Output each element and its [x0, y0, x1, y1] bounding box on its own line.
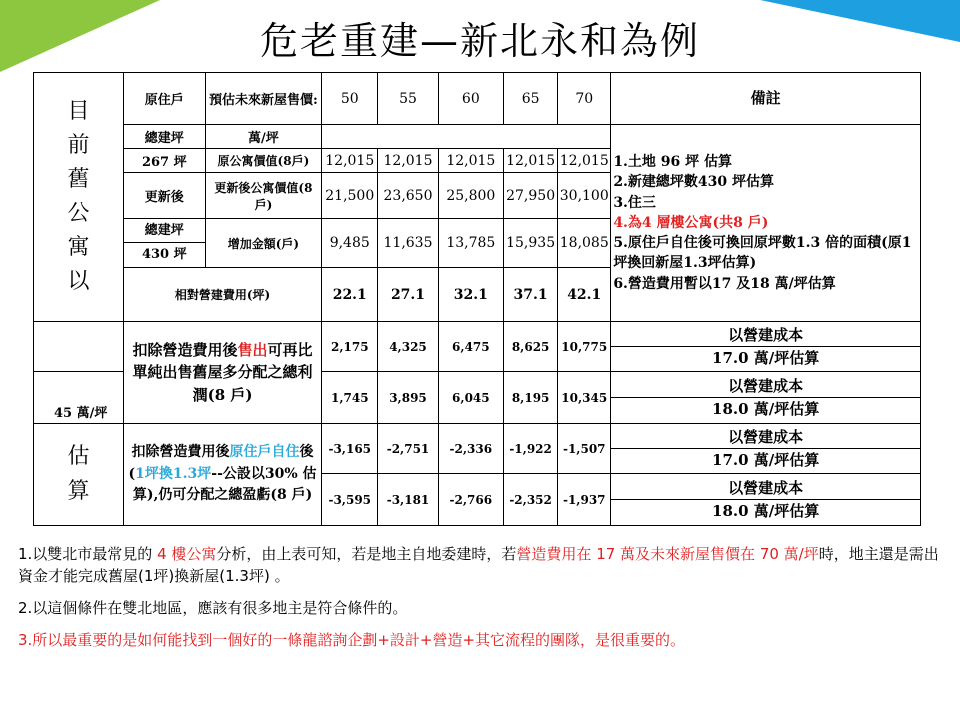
renewed-value-70: 30,100 [558, 173, 611, 219]
increase-70: 18,085 [558, 219, 611, 268]
self-use-label: 扣除營造費用後原住戶自住後(1坪換1.3坪--公設以30% 估算),仍可分配之總盈虧(8 戶) [123, 424, 321, 526]
renewed-label: 更新後 [123, 173, 205, 219]
self17-70: -1,507 [558, 424, 611, 474]
relative-cost-50: 22.1 [322, 268, 378, 322]
orig-value-label: 原公寓價值(8戶) [205, 149, 321, 173]
cost-basis-17-b: 以營建成本 17.0 萬/坪估算 [611, 424, 921, 474]
cost-basis-18-a: 以營建成本 18.0 萬/坪估算 [611, 372, 921, 424]
self18-65: -2,352 [504, 474, 558, 526]
note-2: 2.以這個條件在雙北地區，應該有很多地主是符合條件的。 [18, 599, 408, 617]
relative-cost-label: 相對營建費用(坪) [123, 268, 321, 322]
remarks-header: 備註 [611, 73, 921, 125]
sell18-70: 10,345 [558, 372, 611, 424]
orig-value-60: 12,015 [438, 149, 503, 173]
relative-cost-60: 32.1 [438, 268, 503, 322]
sell17-70: 10,775 [558, 322, 611, 372]
self18-55: -3,181 [378, 474, 438, 526]
remark-6: 6.營造費用暫以17 及18 萬/坪估算 [613, 275, 836, 292]
orig-value-55: 12,015 [378, 149, 438, 173]
analysis-table [33, 72, 921, 526]
orig-value-50: 12,015 [322, 149, 378, 173]
sell17-60: 6,475 [438, 322, 503, 372]
increase-65: 15,935 [504, 219, 558, 268]
self17-60: -2,336 [438, 424, 503, 474]
note-3: 3.所以最重要的是如何能找到一個好的一條龍諮詢企劃+設計+營造+其它流程的團隊，是很重要的。 [18, 631, 686, 649]
cost-basis-17-a: 以營建成本 17.0 萬/坪估算 [611, 322, 921, 372]
self18-60: -2,766 [438, 474, 503, 526]
relative-cost-70: 42.1 [558, 268, 611, 322]
remarks-list [611, 125, 921, 322]
sell18-55: 3,895 [378, 372, 438, 424]
self17-65: -1,922 [504, 424, 558, 474]
sell17-65: 8,625 [504, 322, 558, 372]
renewed-value-55: 23,650 [378, 173, 438, 219]
price-45-label: 45 萬/坪 [34, 372, 124, 424]
left-label-bottom: 估算 [34, 424, 124, 526]
self17-50: -3,165 [322, 424, 378, 474]
est-price-label: 預估未來新屋售價: [205, 73, 321, 125]
increase-label: 增加金額(戶) [205, 219, 321, 268]
price-70: 70 [558, 73, 611, 125]
orig-value-70: 12,015 [558, 149, 611, 173]
increase-50: 9,485 [322, 219, 378, 268]
remark-2: 2.新建總坪數430 坪估算 [613, 174, 775, 191]
remark-5: 5.原住戶自住後可換回原坪數1.3 倍的面積(原1坪換回新屋1.3坪估算) [613, 235, 912, 272]
sell18-65: 8,195 [504, 372, 558, 424]
sell-profit-label: 扣除營造費用後售出可再比單純出售舊屋多分配之總利潤(8 戶) [123, 322, 321, 424]
price-50: 50 [322, 73, 378, 125]
sell17-55: 4,325 [378, 322, 438, 372]
unit-label: 萬/坪 [205, 125, 321, 149]
total-ping-label: 總建坪 [123, 125, 205, 149]
cost-basis-18-b: 以營建成本 18.0 萬/坪估算 [611, 474, 921, 526]
orig-value-65: 12,015 [504, 149, 558, 173]
sell18-60: 6,045 [438, 372, 503, 424]
price-65: 65 [504, 73, 558, 125]
remark-1: 1.土地 96 坪 估算 [613, 153, 733, 170]
ping-267: 267 坪 [123, 149, 205, 173]
self18-50: -3,595 [322, 474, 378, 526]
orig-owner-label: 原住戶 [123, 73, 205, 125]
relative-cost-65: 37.1 [504, 268, 558, 322]
renewed-value-65: 27,950 [504, 173, 558, 219]
total-ping-430: 總建坪 430 坪 [123, 219, 205, 268]
sell17-50: 2,175 [322, 322, 378, 372]
renewed-value-50: 21,500 [322, 173, 378, 219]
sell18-50: 1,745 [322, 372, 378, 424]
price-60: 60 [438, 73, 503, 125]
note-1: 1.以雙北市最常見的 4 樓公寓分析，由上表可知，若是地主自地委建時，若營造費用在 17 萬及未來新屋售價在 70 萬/坪時，地主還是需出資金才能完成舊屋(1坪)換新屋(1.3坪) 。 [18, 545, 939, 585]
left-label-top: 目前舊公寓以 [34, 73, 124, 322]
slide-title: 危老重建—新北永和為例 [259, 19, 700, 63]
price-55: 55 [378, 73, 438, 125]
increase-55: 11,635 [378, 219, 438, 268]
notes-section [18, 543, 948, 661]
remark-3: 3.住三 [613, 194, 656, 211]
self17-55: -2,751 [378, 424, 438, 474]
renewed-value-label: 更新後公寓價值(8戶) [205, 173, 321, 219]
relative-cost-55: 27.1 [378, 268, 438, 322]
renewed-value-60: 25,800 [438, 173, 503, 219]
increase-60: 13,785 [438, 219, 503, 268]
remark-4: 4.為4 層樓公寓(共8 戶) [613, 214, 769, 231]
self18-70: -1,937 [558, 474, 611, 526]
